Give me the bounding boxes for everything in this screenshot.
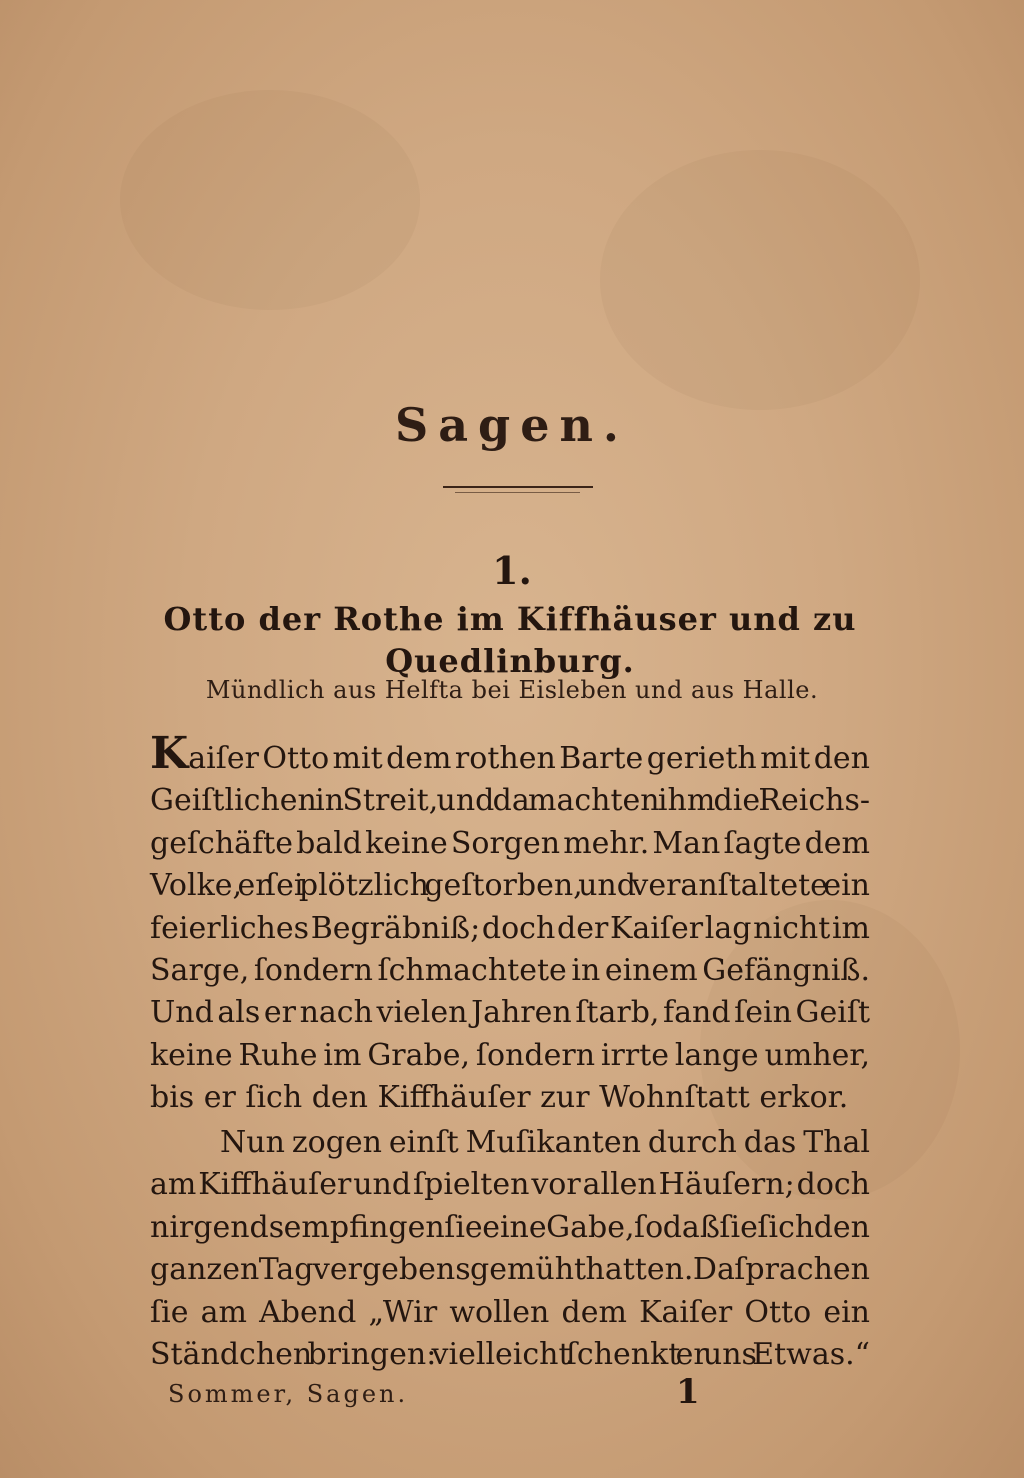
drop-cap: K [150, 728, 189, 779]
tale-number: 1. [492, 548, 532, 593]
text-line: Volke, er ſei plötzlich geſtorben, und veranſtaltete ein [150, 868, 870, 904]
signature-line: Sommer, Sagen. [168, 1380, 409, 1408]
text-line: keine Ruhe im Grabe, ſondern irrte lange umher, [150, 1037, 870, 1073]
paragraph-2 [150, 1122, 870, 1376]
tale-title-line: Otto der Rothe im Kiffhäuser und zu [163, 600, 857, 638]
tale-title [150, 598, 870, 682]
text-line: Und als er nach vielen Jahren ſtarb, fand ſein Geiſt [150, 995, 870, 1031]
tale-title-line: Quedlinburg. [385, 642, 635, 680]
text-line: Geiſtlichen in Streit, und da machten ihm die Reichs- [150, 783, 870, 819]
section-heading: Sagen. [395, 398, 629, 452]
text-line: feierliches Begräbniß; doch der Kaiſer lag nicht im [150, 910, 870, 946]
heading-rule-thin [455, 492, 580, 493]
text-line: am Kiffhäuſer und ſpielten vor allen Häuſern; doch [150, 1167, 870, 1203]
paper-stain [120, 90, 420, 310]
text-line: ganzen Tag vergebens gemüht hatten. Da ſprachen [150, 1252, 870, 1288]
tale-source: Mündlich aus Helfta bei Eisleben und aus Halle. [205, 676, 819, 704]
text-line: bis er ſich den Kiffhäuſer zur Wohnſtatt erkor. [150, 1080, 849, 1116]
text-line: ſie am Abend „Wir wollen dem Kaiſer Otto ein [150, 1294, 870, 1330]
heading-rule [443, 486, 593, 488]
text-line: Kaiſer Otto mit dem rothen Barte gerieth mit den [150, 728, 870, 779]
page-number: 1 [676, 1372, 700, 1412]
text-line: Sarge, ſondern ſchmachtete in einem Gefängniß. [150, 953, 870, 989]
text-line: nirgends empfingen ſie eine Gabe, ſo daß ſie ſich den [150, 1209, 870, 1245]
text-line: geſchäfte bald keine Sorgen mehr. Man ſagte dem [150, 825, 870, 861]
paper-stain [600, 150, 920, 410]
text-line: Ständchen bringen: vielleicht ſchenkt er uns Etwas.“ [150, 1337, 870, 1373]
paragraph-1 [150, 728, 870, 1120]
text-line: Nun zogen einſt Muſikanten durch das Thal [220, 1125, 871, 1160]
